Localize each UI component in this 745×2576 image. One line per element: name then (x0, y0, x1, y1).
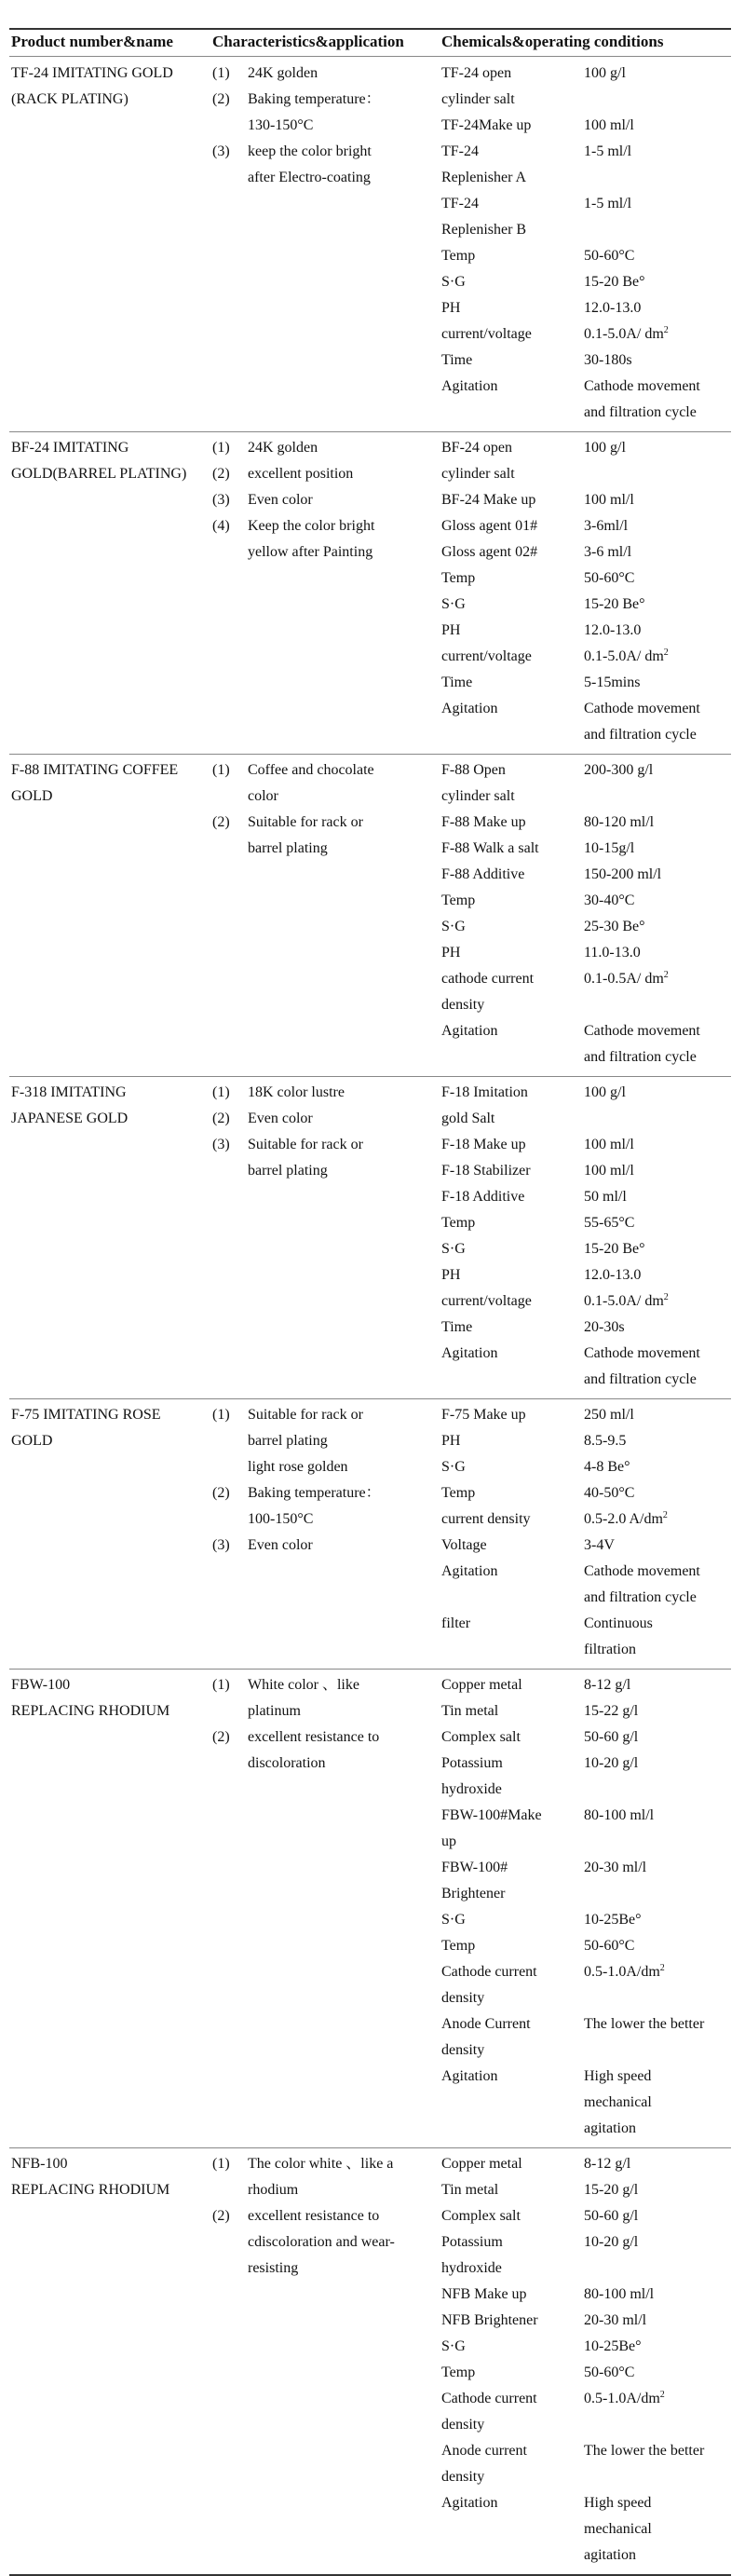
header-characteristics: Characteristics&application (212, 33, 404, 50)
chemical-label: Agitation (441, 378, 498, 394)
chemical-label: Agitation (441, 2068, 498, 2084)
chemical-label: Anode current (441, 2443, 527, 2459)
chemical-value: 100 ml/l (584, 492, 634, 508)
chemical-value: Cathode movement (584, 378, 700, 394)
characteristic-number: (3) (212, 492, 230, 508)
chemical-value: 80-100 ml/l (584, 2286, 655, 2302)
chemical-label: Anode Current (441, 2016, 531, 2032)
section-divider (9, 1076, 731, 1077)
chemical-label: density (441, 1990, 485, 2006)
chemical-label: Temp (441, 1485, 476, 1501)
chemical-label: F-18 Make up (441, 1137, 526, 1152)
chemical-label: Gloss agent 02# (441, 544, 538, 560)
chemical-label: cylinder salt (441, 788, 515, 804)
chemical-value: 100 ml/l (584, 1163, 634, 1179)
chemical-value: 10-25Be° (584, 2338, 642, 2354)
characteristic-text: excellent resistance to (248, 1729, 380, 1745)
product-name-line: REPLACING RHODIUM (11, 1703, 170, 1719)
chemical-value: 150-200 ml/l (584, 866, 662, 882)
chemical-label: up (441, 1833, 456, 1849)
product-name-line: FBW-100 (11, 1677, 71, 1693)
chemical-value: The lower the better (584, 2443, 705, 2459)
chemical-label: F-88 Walk a salt (441, 840, 539, 856)
characteristic-text: yellow after Painting (248, 544, 373, 560)
chemical-label: Temp (441, 1215, 476, 1231)
chemical-value: 50-60 g/l (584, 1729, 639, 1745)
characteristic-text: 24K golden (248, 440, 318, 456)
characteristic-text: 130-150°C (248, 117, 314, 133)
chemical-label: NFB Brightener (441, 2312, 538, 2328)
section-divider (9, 1669, 731, 1670)
chemical-value: agitation (584, 2120, 636, 2136)
chemical-label: Gloss agent 01# (441, 518, 538, 534)
chemical-label: density (441, 997, 485, 1013)
chemical-value: 20-30s (584, 1319, 625, 1335)
chemical-label: filter (441, 1615, 471, 1631)
chemical-value: mechanical (584, 2521, 652, 2537)
chemical-label: Temp (441, 570, 476, 586)
chemical-value: 12.0-13.0 (584, 622, 642, 638)
product-name-line: TF-24 IMITATING GOLD (11, 65, 173, 81)
chemical-value: mechanical (584, 2094, 652, 2110)
chemical-label: Tin metal (441, 2182, 499, 2198)
chemical-value: 55-65°C (584, 1215, 635, 1231)
characteristic-text: cdiscoloration and wear- (248, 2234, 395, 2250)
chemical-value: and filtration cycle (584, 1049, 697, 1065)
chemical-value: 100 g/l (584, 1084, 626, 1100)
characteristic-text: 100-150°C (248, 1511, 314, 1527)
chemical-value: 8.5-9.5 (584, 1433, 627, 1449)
chemical-label: current density (441, 1511, 531, 1527)
chemical-label: Time (441, 1319, 473, 1335)
header-product: Product number&name (11, 33, 173, 50)
chemical-label: Agitation (441, 1563, 498, 1579)
chemical-label: PH (441, 1433, 461, 1449)
chemical-label: Brightener (441, 1886, 506, 1901)
chemical-value: High speed (584, 2068, 652, 2084)
chemical-label: Potassium (441, 2234, 503, 2250)
chemical-value: 250 ml/l (584, 1407, 634, 1423)
chemical-label: TF-24Make up (441, 117, 532, 133)
chemical-value: Cathode movement (584, 1563, 700, 1579)
chemical-value: Cathode movement (584, 701, 700, 716)
section-divider (9, 1398, 731, 1399)
chemical-label: TF-24 (441, 143, 479, 159)
chemical-value: 50-60 g/l (584, 2208, 639, 2224)
characteristic-number: (1) (212, 1084, 230, 1100)
chemical-label: S·G (441, 919, 466, 934)
characteristic-number: (2) (212, 814, 230, 830)
characteristic-text: Even color (248, 1111, 313, 1126)
chemical-label: BF-24 Make up (441, 492, 536, 508)
chemical-value: and filtration cycle (584, 1589, 697, 1605)
chemical-value: 10-20 g/l (584, 2234, 639, 2250)
chemical-value: and filtration cycle (584, 1371, 697, 1387)
chemical-value: 15-22 g/l (584, 1703, 639, 1719)
chemical-value: 10-15g/l (584, 840, 635, 856)
characteristic-number: (2) (212, 466, 230, 482)
chemical-value: 50-60°C (584, 570, 635, 586)
product-name-line: (RACK PLATING) (11, 91, 129, 107)
chemical-label: Voltage (441, 1537, 487, 1553)
chemical-label: S·G (441, 2338, 466, 2354)
chemical-value: 20-30 ml/l (584, 1860, 647, 1875)
chemical-label: S·G (441, 274, 466, 290)
chemical-value: 100 ml/l (584, 1137, 634, 1152)
chemical-label: Cathode current (441, 1964, 537, 1980)
chemical-label: S·G (441, 1241, 466, 1257)
chemical-value: 100 g/l (584, 65, 626, 81)
chemical-value: 8-12 g/l (584, 1677, 631, 1693)
chemical-value: 0.1-0.5A/ $dm^2$ (584, 970, 669, 987)
characteristic-text: keep the color bright (248, 143, 372, 159)
chemical-value: Continuous (584, 1615, 653, 1631)
chemical-value: 15-20 Be° (584, 596, 645, 612)
chemical-label: S·G (441, 596, 466, 612)
chemical-label: S·G (441, 1912, 466, 1928)
chemical-value: 15-20 g/l (584, 2182, 639, 2198)
chemical-label: Agitation (441, 701, 498, 716)
chemical-value: 200-300 g/l (584, 762, 654, 778)
chemical-value: 3-6 ml/l (584, 544, 632, 560)
characteristic-text: rhodium (248, 2182, 299, 2198)
characteristic-number: (2) (212, 91, 230, 107)
characteristic-number: (1) (212, 1407, 230, 1423)
characteristic-text: Even color (248, 1537, 313, 1553)
chemical-label: NFB Make up (441, 2286, 527, 2302)
chemical-label: density (441, 2042, 485, 2058)
chemical-value: 15-20 Be° (584, 274, 645, 290)
characteristic-text: 24K golden (248, 65, 318, 81)
characteristic-text: Suitable for rack or (248, 1407, 363, 1423)
product-name-line: REPLACING RHODIUM (11, 2182, 170, 2198)
chemical-label: Complex salt (441, 2208, 521, 2224)
chemical-label: Replenisher B (441, 222, 527, 238)
chemical-label: FBW-100#Make (441, 1807, 542, 1823)
chemical-label: TF-24 (441, 196, 479, 211)
chemical-value: 12.0-13.0 (584, 300, 642, 316)
chemical-label: Temp (441, 248, 476, 264)
chemical-label: F-18 Imitation (441, 1084, 528, 1100)
chemical-value: and filtration cycle (584, 727, 697, 743)
chemical-value: 25-30 Be° (584, 919, 645, 934)
chemical-value: 1-5 ml/l (584, 143, 632, 159)
chemical-value: 20-30 ml/l (584, 2312, 647, 2328)
product-name-line: F-75 IMITATING ROSE (11, 1407, 161, 1423)
chemical-label: PH (441, 300, 461, 316)
characteristic-number: (3) (212, 143, 230, 159)
chemical-value: and filtration cycle (584, 404, 697, 420)
chemical-label: Time (441, 352, 473, 368)
chemical-label: density (441, 2469, 485, 2485)
chemical-label: cathode current (441, 971, 535, 987)
chemical-label: Agitation (441, 1023, 498, 1039)
chemical-label: F-18 Stabilizer (441, 1163, 531, 1179)
product-name-line: JAPANESE GOLD (11, 1111, 129, 1126)
chemical-value: 4-8 Be° (584, 1459, 630, 1475)
characteristic-text: light rose golden (248, 1459, 348, 1475)
chemical-label: F-88 Make up (441, 814, 526, 830)
characteristic-text: Keep the color bright (248, 518, 375, 534)
characteristic-number: (4) (212, 518, 230, 534)
characteristic-text: after Electro-coating (248, 170, 371, 185)
chemical-label: hydroxide (441, 2260, 502, 2276)
product-name-line: GOLD (11, 788, 53, 804)
characteristic-text: excellent position (248, 466, 354, 482)
chemical-value: 11.0-13.0 (584, 945, 641, 961)
chemical-label: Temp (441, 893, 476, 908)
chemical-value: $0.5-1.0A/dm^2$ (584, 1963, 665, 1980)
section-divider (9, 431, 731, 432)
characteristic-number: (1) (212, 440, 230, 456)
chemical-label: F-18 Additive (441, 1189, 525, 1205)
characteristic-text: excellent resistance to (248, 2208, 380, 2224)
chemical-label: BF-24 open (441, 440, 512, 456)
characteristic-text: Coffee and chocolate (248, 762, 374, 778)
chemical-label: F-88 Open (441, 762, 506, 778)
chemical-label: current/voltage (441, 1293, 532, 1309)
chemical-label: Temp (441, 1938, 476, 1954)
characteristic-text: Even color (248, 492, 313, 508)
chemical-value: 50-60°C (584, 2365, 635, 2380)
chemical-value: Cathode movement (584, 1023, 700, 1039)
chemical-label: PH (441, 1267, 461, 1283)
characteristic-text: discoloration (248, 1755, 326, 1771)
chemical-label: FBW-100# (441, 1860, 508, 1875)
product-name-line: F-318 IMITATING (11, 1084, 127, 1100)
characteristic-text: Suitable for rack or (248, 814, 363, 830)
characteristic-text: Suitable for rack or (248, 1137, 363, 1152)
chemical-label: Time (441, 675, 473, 690)
characteristic-number: (1) (212, 2156, 230, 2172)
characteristic-number: (1) (212, 1677, 230, 1693)
chemical-value: 40-50°C (584, 1485, 635, 1501)
chemical-label: Copper metal (441, 1677, 522, 1693)
chemical-value: 3-6ml/l (584, 518, 629, 534)
characteristic-number: (2) (212, 2208, 230, 2224)
characteristic-text: barrel plating (248, 1163, 328, 1179)
chemical-value: Cathode movement (584, 1345, 700, 1361)
chemical-label: Replenisher A (441, 170, 527, 185)
characteristic-text: resisting (248, 2260, 299, 2276)
chemical-value: $0.5-1.0A/dm^2$ (584, 2390, 665, 2406)
characteristic-text: platinum (248, 1703, 301, 1719)
chemical-label: Complex salt (441, 1729, 521, 1745)
characteristic-number: (3) (212, 1137, 230, 1152)
chemical-value: 0.1-5.0A/ $dm^2$ (584, 647, 669, 664)
characteristic-text: barrel plating (248, 840, 328, 856)
characteristic-text: Baking temperature： (248, 1485, 381, 1501)
characteristic-number: (2) (212, 1729, 230, 1745)
chemical-value: 100 ml/l (584, 117, 634, 133)
section-divider (9, 2147, 731, 2148)
header-rule (9, 56, 731, 57)
chemical-value: 50 ml/l (584, 1189, 627, 1205)
chemical-value: 50-60°C (584, 1938, 635, 1954)
chemical-label: Cathode current (441, 2391, 537, 2406)
chemical-label: cylinder salt (441, 466, 515, 482)
chemical-label: cylinder salt (441, 91, 515, 107)
chemical-value: 80-100 ml/l (584, 1807, 655, 1823)
chemical-value: The lower the better (584, 2016, 705, 2032)
characteristic-number: (2) (212, 1485, 230, 1501)
chemical-value: 15-20 Be° (584, 1241, 645, 1257)
characteristic-text: barrel plating (248, 1433, 328, 1449)
chemical-value: 100 g/l (584, 440, 626, 456)
characteristic-text: The color white 、like a (248, 2156, 394, 2172)
chemical-label: Agitation (441, 1345, 498, 1361)
chemical-value: 10-20 g/l (584, 1755, 639, 1771)
chemical-value: 10-25Be° (584, 1912, 642, 1928)
chemical-label: PH (441, 945, 461, 961)
chemical-value: 30-180s (584, 352, 632, 368)
product-name-line: F-88 IMITATING COFFEE (11, 762, 179, 778)
product-name-line: GOLD (11, 1433, 53, 1449)
chemical-value: 5-15mins (584, 675, 641, 690)
chemical-value: 0.1-5.0A/ $dm^2$ (584, 325, 669, 342)
chemical-label: TF-24 open (441, 65, 512, 81)
characteristic-number: (3) (212, 1537, 230, 1553)
chemical-value: 1-5 ml/l (584, 196, 632, 211)
product-name-line: NFB-100 (11, 2156, 68, 2172)
chemical-value: High speed (584, 2495, 652, 2511)
chemical-label: current/voltage (441, 648, 532, 664)
chemical-label: S·G (441, 1459, 466, 1475)
chemical-label: Temp (441, 2365, 476, 2380)
chemical-value: filtration (584, 1642, 636, 1657)
characteristic-text: color (248, 788, 278, 804)
chemical-value: 0.1-5.0A/ $dm^2$ (584, 1292, 669, 1309)
chemical-label: Copper metal (441, 2156, 522, 2172)
chemical-label: PH (441, 622, 461, 638)
characteristic-number: (1) (212, 762, 230, 778)
chemical-label: gold Salt (441, 1111, 495, 1126)
chemical-label: density (441, 2417, 485, 2433)
chemical-label: hydroxide (441, 1781, 502, 1797)
chemical-label: F-75 Make up (441, 1407, 526, 1423)
characteristic-text: 18K color lustre (248, 1084, 345, 1100)
chemical-value: 0.5-2.0 $A/dm^2$ (584, 1510, 668, 1527)
chemical-value: agitation (584, 2547, 636, 2563)
chemical-value: 3-4V (584, 1537, 615, 1553)
chemical-value: 30-40°C (584, 893, 635, 908)
header-chemicals: Chemicals&operating conditions (441, 33, 664, 50)
characteristic-number: (2) (212, 1111, 230, 1126)
chemical-value: 80-120 ml/l (584, 814, 655, 830)
product-name-line: GOLD(BARREL PLATING) (11, 466, 187, 482)
chemical-label: F-88 Additive (441, 866, 525, 882)
chemical-value: 8-12 g/l (584, 2156, 631, 2172)
chemical-value: 50-60°C (584, 248, 635, 264)
chemical-label: Agitation (441, 2495, 498, 2511)
section-divider (9, 754, 731, 755)
chemical-label: Potassium (441, 1755, 503, 1771)
product-name-line: BF-24 IMITATING (11, 440, 129, 456)
chemical-label: current/voltage (441, 326, 532, 342)
characteristic-number: (1) (212, 65, 230, 81)
chemical-value: 12.0-13.0 (584, 1267, 642, 1283)
chemical-label: Tin metal (441, 1703, 499, 1719)
table-top-rule (9, 28, 731, 30)
characteristic-text: White color 、like (248, 1677, 359, 1693)
characteristic-text: Baking temperature： (248, 91, 381, 107)
